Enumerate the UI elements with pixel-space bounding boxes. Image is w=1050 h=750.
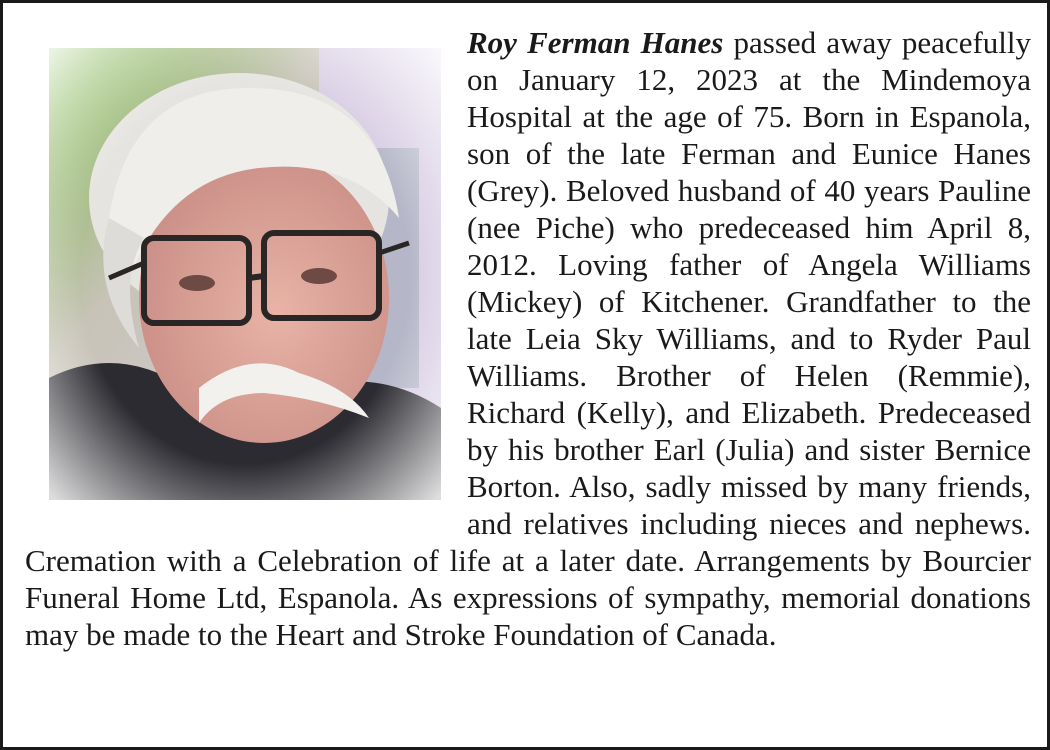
portrait-photo [49,48,441,500]
deceased-name: Roy Ferman Hanes [467,25,724,60]
obituary-text [25,24,1031,653]
obituary-body: passed away peacefully on January 12, 2023 at the Mindemoya Hospital at the age of 75. Born in Espanola, son of the late Ferman and Eunice Hanes (Grey). Beloved husband of 40 years Pauline (nee Piche) who predeceased him April 8, 2012. Loving father of Angela Williams (Mickey) of Kitchener. Grandfather to the late Leia Sky Williams, and to Ryder Paul Williams. Brother of Helen (Remmie), Richard (Kelly), and Elizabeth. Predeceased by his brother Earl (Julia) and sister Bernice Borton. Also, sadly missed by many friends, and relatives including nieces and nephews. Cremation with a Celebration of life at a later date. Arrangements by Bourcier Funeral Home Ltd, Espanola. As expressions of sympathy, memorial donations may be made to the Heart and Stroke Foundation of Canada. [25,25,1032,652]
